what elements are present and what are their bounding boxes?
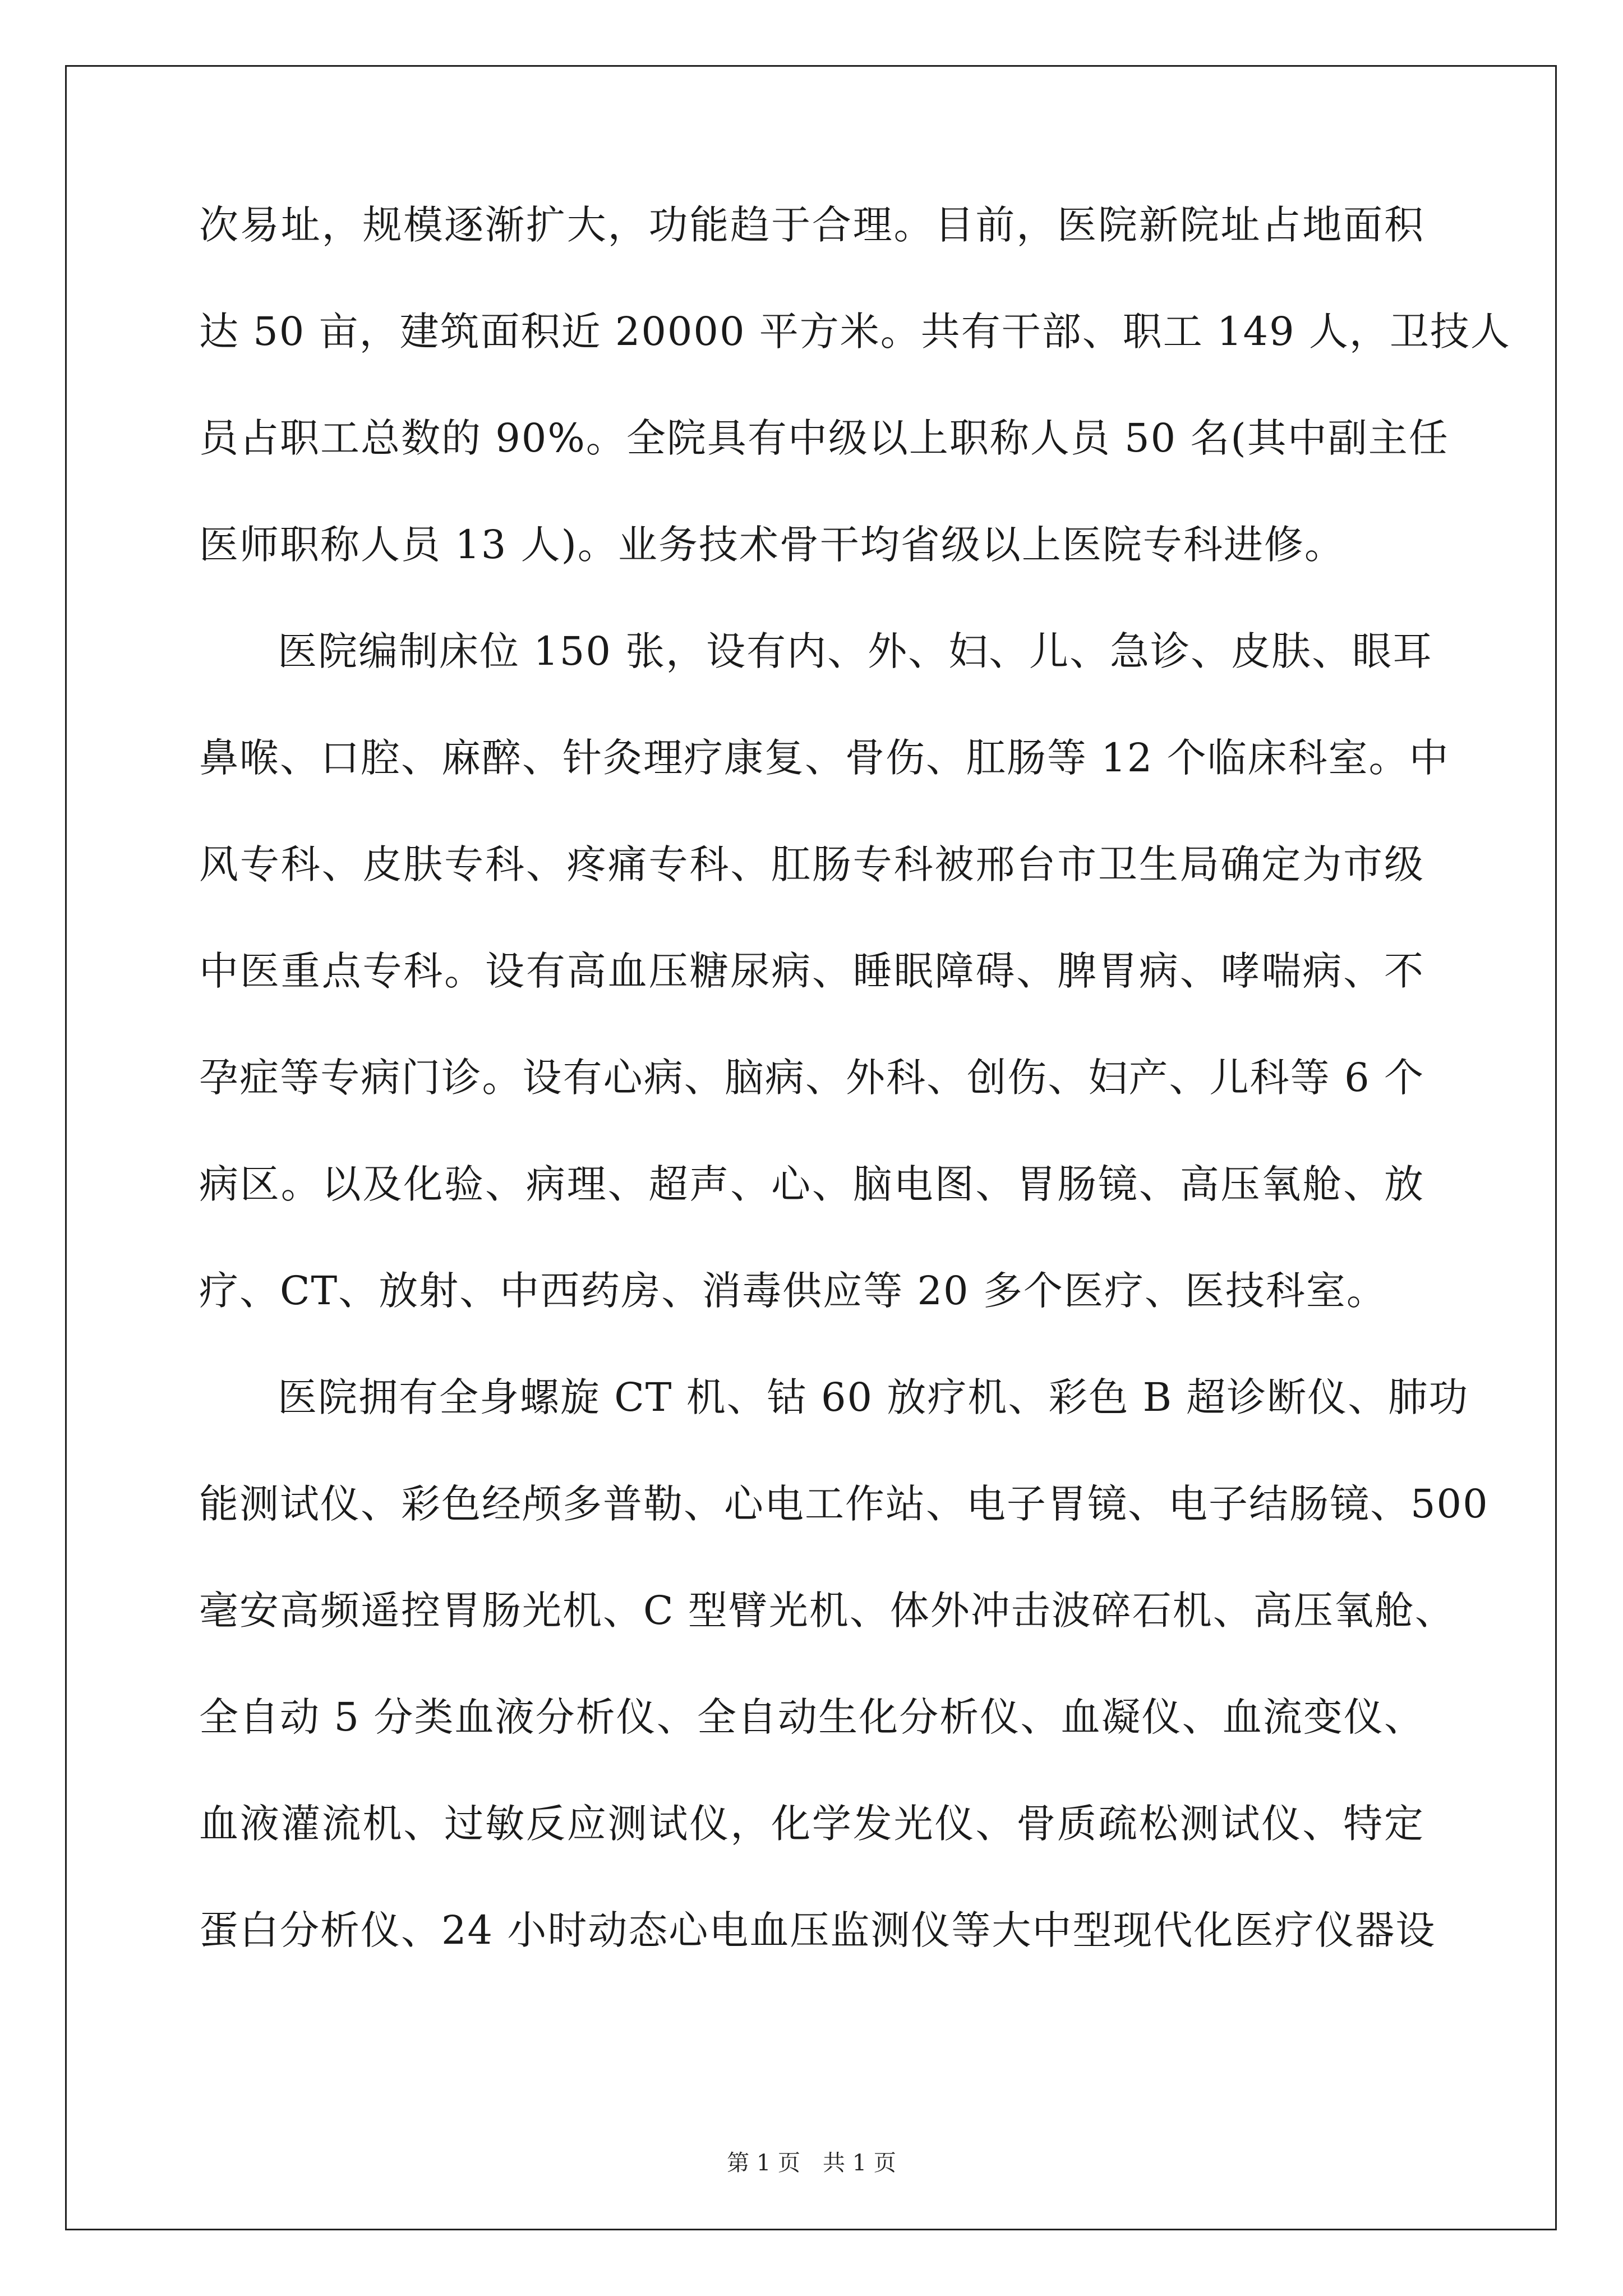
text-line: 医师职称人员 13 人)。业务技术骨干均省级以上医院专科进修。 — [199, 522, 1345, 568]
text-line: 能测试仪、彩色经颅多普勒、心电工作站、电子胃镜、电子结肠镜、500 — [199, 1481, 1489, 1527]
text-line: 达 50 亩，建筑面积近 20000 平方米。共有干部、职工 149 人，卫技人 — [199, 309, 1511, 355]
text-line: 次易址，规模逐渐扩大，功能趋于合理。目前，医院新院址占地面积 — [199, 202, 1424, 248]
document-body — [199, 202, 1511, 2014]
text-line: 血液灌流机、过敏反应测试仪，化学发光仪、骨质疏松测试仪、特定 — [199, 1801, 1424, 1847]
text-line: 孕症等专病门诊。设有心病、脑病、外科、创伤、妇产、儿科等 6 个 — [199, 1055, 1424, 1101]
paragraph-start-line: 医院编制床位 150 张，设有内、外、妇、儿、急诊、皮肤、眼耳 — [278, 628, 1433, 674]
page-number-footer: 第 1 页 共 1 页 — [727, 2150, 896, 2176]
paragraph-start-line: 医院拥有全身螺旋 CT 机、钴 60 放疗机、彩色 B 超诊断仪、肺功 — [278, 1374, 1469, 1420]
text-line: 鼻喉、口腔、麻醉、针灸理疗康复、骨伤、肛肠等 12 个临床科室。中 — [199, 735, 1450, 781]
text-line: 病区。以及化验、病理、超声、心、脑电图、胃肠镜、高压氧舱、放 — [199, 1161, 1424, 1207]
text-line: 全自动 5 分类血液分析仪、全自动生化分析仪、血凝仪、血流变仪、 — [199, 1694, 1424, 1740]
text-line: 蛋白分析仪、24 小时动态心电血压监测仪等大中型现代化医疗仪器设 — [199, 1907, 1436, 1953]
text-line: 疗、CT、放射、中西药房、消毒供应等 20 多个医疗、医技科室。 — [199, 1268, 1387, 1314]
text-line: 中医重点专科。设有高血压糖尿病、睡眠障碍、脾胃病、哮喘病、不 — [199, 948, 1424, 994]
text-line: 毫安高频遥控胃肠光机、C 型臂光机、体外冲击波碎石机、高压氧舱、 — [199, 1588, 1455, 1634]
text-line: 风专科、皮肤专科、疼痛专科、肛肠专科被邢台市卫生局确定为市级 — [199, 841, 1424, 887]
text-line: 员占职工总数的 90%。全院具有中级以上职称人员 50 名(其中副主任 — [199, 415, 1449, 461]
